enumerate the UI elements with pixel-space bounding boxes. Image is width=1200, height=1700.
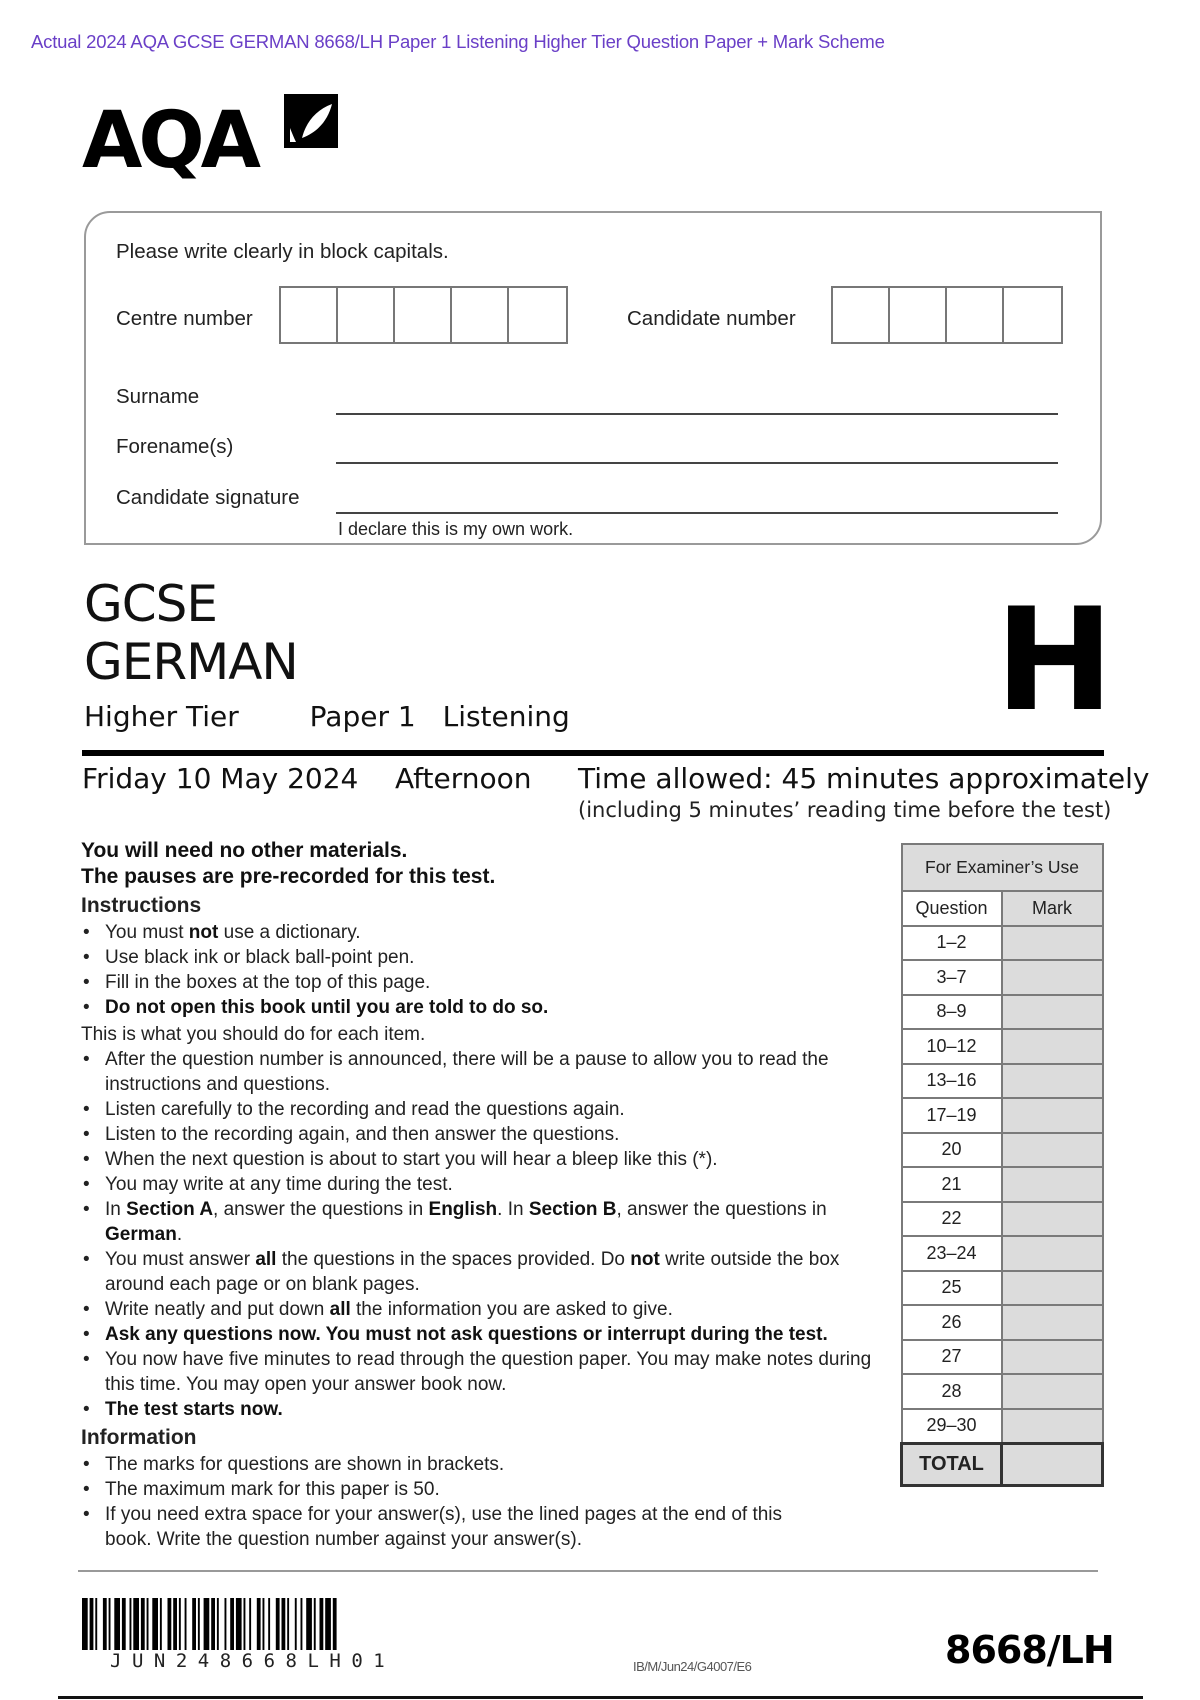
mark-cell[interactable] (1002, 995, 1103, 1030)
general-instructions-list (81, 920, 881, 1020)
centre-number-digit-box[interactable] (452, 288, 509, 342)
mark-cell[interactable] (1002, 1305, 1103, 1340)
block-capitals-instruction: Please write clearly in block capitals. (116, 240, 449, 263)
centre-number-digit-box[interactable] (509, 288, 566, 342)
total-label: TOTAL (902, 1443, 1002, 1485)
question-range: 17–19 (902, 1098, 1002, 1133)
time-allowed: Time allowed: 45 minutes approximately (578, 762, 1150, 795)
qualification-label: GCSE (84, 575, 217, 633)
page-bottom-rule (58, 1696, 1143, 1699)
mark-cell[interactable] (1002, 1374, 1103, 1409)
barcode-text: JUN248668LH01 (110, 1650, 396, 1672)
signature-line[interactable] (336, 512, 1058, 514)
table-row (902, 1202, 1103, 1237)
question-range: 13–16 (902, 1064, 1002, 1099)
time-allowed-note: (including 5 minutes’ reading time before the test) (578, 798, 1112, 822)
paper-label: Paper 1 (309, 700, 416, 733)
question-range: 20 (902, 1133, 1002, 1168)
question-range: 26 (902, 1305, 1002, 1340)
list-item: • You must answer all the questions in the spaces provided. Do not write outside the box around each page or on blank pages. (81, 1247, 881, 1297)
surname-line[interactable] (336, 413, 1058, 415)
forenames-label: Forename(s) (116, 435, 234, 458)
question-range: 22 (902, 1202, 1002, 1237)
candidate-details-box (84, 211, 1102, 545)
mark-cell[interactable] (1002, 1340, 1103, 1375)
centre-number-digit-box[interactable] (395, 288, 452, 342)
list-item: • Fill in the boxes at the top of this page. (81, 970, 881, 995)
list-item: • Use black ink or black ball-point pen. (81, 945, 881, 970)
total-mark-cell[interactable] (1002, 1443, 1103, 1485)
list-item: • When the next question is about to start you will hear a bleep like this (*). (81, 1147, 881, 1172)
mark-cell[interactable] (1002, 960, 1103, 995)
subject-label: GERMAN (84, 633, 298, 691)
forenames-line[interactable] (336, 462, 1058, 464)
list-item: • Do not open this book until you are told to do so. (81, 995, 881, 1020)
table-row (902, 1098, 1103, 1133)
surname-label: Surname (116, 385, 200, 408)
table-row (902, 995, 1103, 1030)
component-label: Listening (442, 700, 570, 733)
centre-number-field[interactable] (279, 286, 568, 344)
table-row (902, 926, 1103, 961)
qualification-title (84, 575, 298, 691)
signature-label: Candidate signature (116, 486, 300, 509)
question-range: 27 (902, 1340, 1002, 1375)
information-list (81, 1452, 881, 1552)
per-item-instructions-list (81, 1047, 881, 1422)
table-row (902, 1305, 1103, 1340)
aqa-leaf-mark-icon (282, 92, 340, 150)
table-row (902, 960, 1103, 995)
table-row (902, 1340, 1103, 1375)
list-item: • Listen to the recording again, and then answer the questions. (81, 1122, 881, 1147)
candidate-number-digit-box[interactable] (947, 288, 1004, 342)
mark-cell[interactable] (1002, 1271, 1103, 1306)
question-range: 28 (902, 1374, 1002, 1409)
reference-code: IB/M/Jun24/G4007/E6 (633, 1659, 752, 1674)
instructions-panel (81, 838, 881, 1552)
candidate-number-digit-box[interactable] (833, 288, 890, 342)
list-item: • Ask any questions now. You must not ask questions or interrupt during the test. (81, 1322, 881, 1347)
document-title-link[interactable]: Actual 2024 AQA GCSE GERMAN 8668/LH Paper 1 Listening Higher Tier Question Paper + Mark Scheme (31, 31, 885, 52)
list-item: • The maximum mark for this paper is 50. (81, 1477, 881, 1502)
examiners-use-table (900, 843, 1104, 1487)
question-range: 29–30 (902, 1409, 1002, 1444)
table-row (902, 1374, 1103, 1409)
centre-number-label: Centre number (116, 307, 253, 330)
question-column-header: Question (902, 891, 1002, 926)
exam-date: Friday 10 May 2024 (82, 762, 359, 795)
divider (82, 750, 1104, 756)
mark-cell[interactable] (1002, 1202, 1103, 1237)
question-range: 3–7 (902, 960, 1002, 995)
candidate-number-digit-box[interactable] (890, 288, 947, 342)
table-row (902, 1133, 1103, 1168)
centre-number-digit-box[interactable] (338, 288, 395, 342)
mark-cell[interactable] (1002, 1029, 1103, 1064)
list-item: • The marks for questions are shown in brackets. (81, 1452, 881, 1477)
question-range: 10–12 (902, 1029, 1002, 1064)
candidate-number-field[interactable] (831, 286, 1063, 344)
tier-letter: H (995, 578, 1114, 743)
candidate-number-digit-box[interactable] (1004, 288, 1061, 342)
mark-cell[interactable] (1002, 1064, 1103, 1099)
question-range: 1–2 (902, 926, 1002, 961)
mark-cell[interactable] (1002, 1133, 1103, 1168)
mark-cell[interactable] (1002, 1098, 1103, 1133)
paper-code: 8668/LH (945, 1628, 1114, 1672)
table-row (902, 1167, 1103, 1202)
pauses-notice: The pauses are pre-recorded for this test. (81, 865, 496, 888)
question-range: 25 (902, 1271, 1002, 1306)
information-heading: Information (81, 1426, 197, 1449)
logo-text: AQA (82, 96, 258, 186)
mark-cell[interactable] (1002, 926, 1103, 961)
list-item: • If you need extra space for your answer(s), use the lined pages at the end of this book. Write the question number against your answer(s). (81, 1502, 881, 1552)
list-item: • You may write at any time during the test. (81, 1172, 881, 1197)
tier-paper-row (84, 700, 570, 733)
list-item: • After the question number is announced, there will be a pause to allow you to read the instructions and questions. (81, 1047, 881, 1097)
list-item: • Listen carefully to the recording and read the questions again. (81, 1097, 881, 1122)
list-item: • You now have five minutes to read through the question paper. You may make notes during this time. You may open your answer book now. (81, 1347, 881, 1397)
list-item: • The test starts now. (81, 1397, 881, 1422)
centre-number-digit-box[interactable] (281, 288, 338, 342)
total-row (902, 1443, 1103, 1485)
question-range: 23–24 (902, 1236, 1002, 1271)
barcode-icon (82, 1598, 492, 1650)
footer-divider (78, 1570, 1098, 1572)
instructions-heading: Instructions (81, 894, 202, 917)
list-item: • In Section A, answer the questions in English. In Section B, answer the questions in German. (81, 1197, 881, 1247)
tier-label: Higher Tier (84, 700, 239, 733)
mark-cell[interactable] (1002, 1409, 1103, 1444)
table-row (902, 1236, 1103, 1271)
exam-session: Afternoon (395, 762, 532, 795)
table-row (902, 1409, 1103, 1444)
declaration-text: I declare this is my own work. (338, 519, 574, 539)
materials-notice: You will need no other materials. (81, 839, 408, 862)
mark-cell[interactable] (1002, 1236, 1103, 1271)
mark-cell[interactable] (1002, 1167, 1103, 1202)
table-row (902, 1271, 1103, 1306)
table-row (902, 1029, 1103, 1064)
question-range: 21 (902, 1167, 1002, 1202)
mark-column-header: Mark (1002, 891, 1103, 926)
candidate-number-label: Candidate number (627, 307, 796, 330)
question-range: 8–9 (902, 995, 1002, 1030)
table-row (902, 1064, 1103, 1099)
per-item-intro: This is what you should do for each item. (81, 1024, 426, 1045)
examiners-use-title: For Examiner’s Use (902, 844, 1103, 891)
aqa-logo (82, 90, 342, 185)
list-item: • You must not use a dictionary. (81, 920, 881, 945)
list-item: • Write neatly and put down all the information you are asked to give. (81, 1297, 881, 1322)
